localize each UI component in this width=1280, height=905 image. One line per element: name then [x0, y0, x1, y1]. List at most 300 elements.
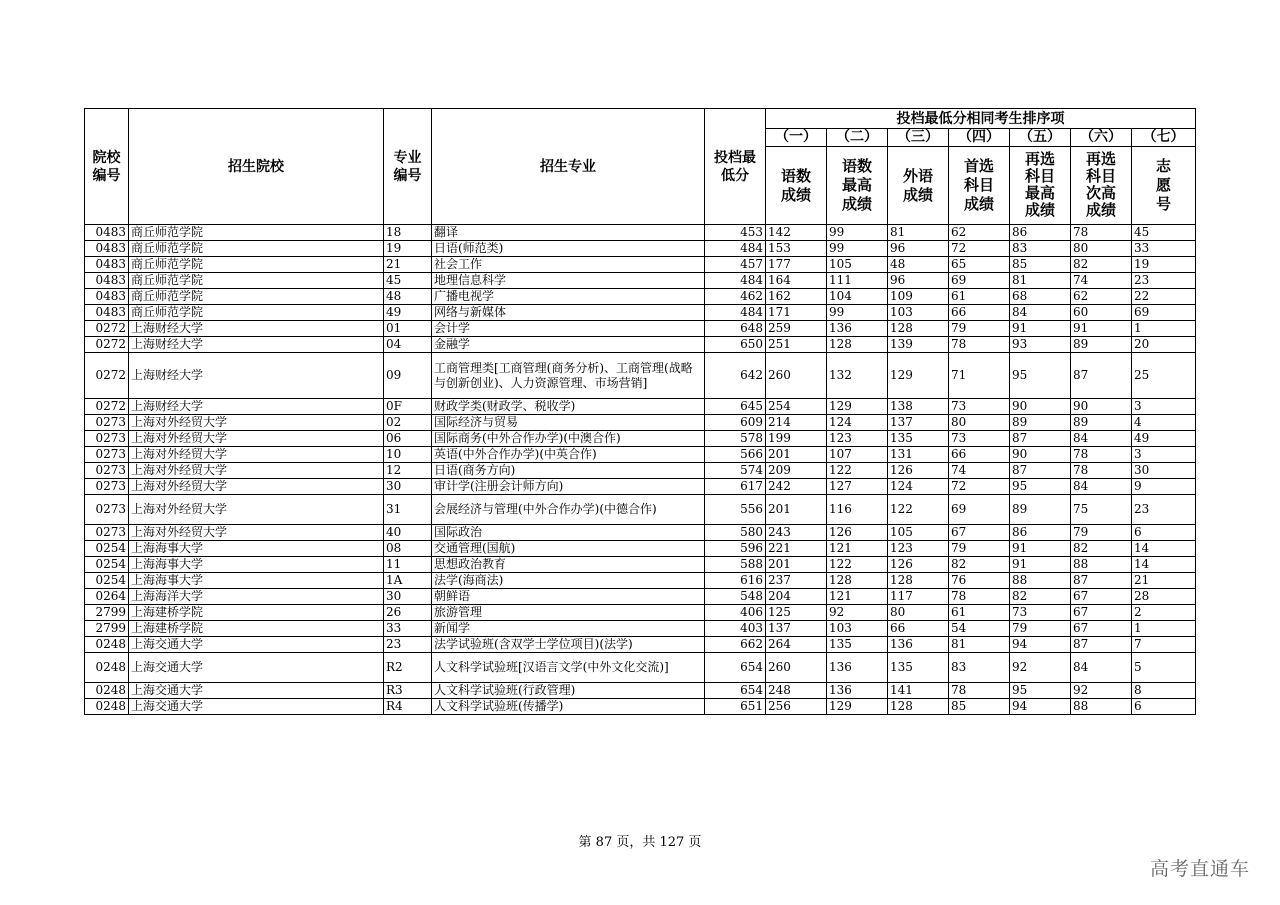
header-major: 招生专业 — [432, 109, 705, 225]
cell-order-1: 125 — [766, 605, 827, 621]
cell-school-code: 0273 — [85, 479, 129, 495]
cell-order-1: 259 — [766, 321, 827, 337]
cell-major: 金融学 — [432, 337, 705, 353]
cell-major-code: 21 — [384, 257, 432, 273]
cell-min-score: 548 — [705, 589, 766, 605]
cell-order-3: 103 — [888, 305, 949, 321]
cell-volunteer-no: 22 — [1132, 289, 1196, 305]
table-row — [85, 525, 1196, 541]
table-row — [85, 557, 1196, 573]
cell-volunteer-no: 21 — [1132, 573, 1196, 589]
header-order-5: （五） — [1010, 129, 1071, 147]
cell-order-5: 90 — [1010, 447, 1071, 463]
cell-min-score: 580 — [705, 525, 766, 541]
cell-major-code: 31 — [384, 495, 432, 525]
cell-volunteer-no: 28 — [1132, 589, 1196, 605]
cell-order-5: 89 — [1010, 415, 1071, 431]
cell-order-3: 139 — [888, 337, 949, 353]
cell-school: 上海对外经贸大学 — [129, 447, 384, 463]
cell-order-4: 82 — [949, 557, 1010, 573]
cell-order-2: 107 — [827, 447, 888, 463]
cell-order-5: 85 — [1010, 257, 1071, 273]
cell-order-4: 73 — [949, 431, 1010, 447]
cell-order-6: 78 — [1071, 447, 1132, 463]
cell-order-1: 248 — [766, 683, 827, 699]
cell-order-6: 78 — [1071, 463, 1132, 479]
cell-order-4: 78 — [949, 589, 1010, 605]
cell-major: 网络与新媒体 — [432, 305, 705, 321]
cell-school: 上海建桥学院 — [129, 621, 384, 637]
header-min-score: 投档最低分 — [705, 109, 766, 225]
cell-major: 交通管理(国航) — [432, 541, 705, 557]
cell-school: 上海对外经贸大学 — [129, 479, 384, 495]
cell-school: 上海对外经贸大学 — [129, 415, 384, 431]
cell-order-2: 99 — [827, 305, 888, 321]
cell-school: 上海交通大学 — [129, 683, 384, 699]
cell-min-score: 484 — [705, 305, 766, 321]
cell-order-1: 260 — [766, 653, 827, 683]
cell-order-1: 137 — [766, 621, 827, 637]
cell-order-6: 89 — [1071, 415, 1132, 431]
table-row — [85, 305, 1196, 321]
cell-order-2: 121 — [827, 589, 888, 605]
cell-order-1: 254 — [766, 399, 827, 415]
cell-min-score: 662 — [705, 637, 766, 653]
cell-school: 商丘师范学院 — [129, 241, 384, 257]
cell-order-6: 87 — [1071, 573, 1132, 589]
cell-school: 上海对外经贸大学 — [129, 525, 384, 541]
cell-order-3: 128 — [888, 699, 949, 715]
cell-school: 上海对外经贸大学 — [129, 463, 384, 479]
cell-order-6: 62 — [1071, 289, 1132, 305]
cell-min-score: 453 — [705, 225, 766, 241]
table-row — [85, 241, 1196, 257]
table-row — [85, 415, 1196, 431]
cell-major-code: 30 — [384, 589, 432, 605]
cell-order-6: 88 — [1071, 699, 1132, 715]
cell-volunteer-no: 19 — [1132, 257, 1196, 273]
cell-order-3: 126 — [888, 557, 949, 573]
cell-order-1: 209 — [766, 463, 827, 479]
cell-volunteer-no: 14 — [1132, 541, 1196, 557]
cell-major: 会计学 — [432, 321, 705, 337]
header-order-1: （一） — [766, 129, 827, 147]
cell-order-3: 117 — [888, 589, 949, 605]
cell-order-4: 71 — [949, 353, 1010, 399]
table-row — [85, 479, 1196, 495]
cell-order-5: 86 — [1010, 225, 1071, 241]
cell-major: 人文科学试验班(行政管理) — [432, 683, 705, 699]
cell-school: 上海对外经贸大学 — [129, 431, 384, 447]
cell-min-score: 556 — [705, 495, 766, 525]
cell-school-code: 0272 — [85, 321, 129, 337]
cell-order-6: 67 — [1071, 621, 1132, 637]
cell-order-1: 242 — [766, 479, 827, 495]
cell-order-2: 123 — [827, 431, 888, 447]
cell-order-4: 66 — [949, 447, 1010, 463]
cell-school: 上海财经大学 — [129, 399, 384, 415]
cell-school-code: 0272 — [85, 337, 129, 353]
cell-major-code: 02 — [384, 415, 432, 431]
cell-order-3: 109 — [888, 289, 949, 305]
cell-order-1: 256 — [766, 699, 827, 715]
cell-school-code: 0483 — [85, 305, 129, 321]
cell-school-code: 2799 — [85, 621, 129, 637]
cell-major-code: 11 — [384, 557, 432, 573]
header-order-3: （三） — [888, 129, 949, 147]
cell-order-2: 129 — [827, 699, 888, 715]
table-row — [85, 573, 1196, 589]
cell-school: 商丘师范学院 — [129, 289, 384, 305]
cell-order-4: 74 — [949, 463, 1010, 479]
cell-order-6: 87 — [1071, 353, 1132, 399]
cell-major-code: 23 — [384, 637, 432, 653]
cell-order-4: 85 — [949, 699, 1010, 715]
table-row — [85, 353, 1196, 399]
cell-order-1: 214 — [766, 415, 827, 431]
cell-order-3: 96 — [888, 273, 949, 289]
table-row — [85, 321, 1196, 337]
cell-major-code: R4 — [384, 699, 432, 715]
cell-order-6: 84 — [1071, 653, 1132, 683]
cell-school: 商丘师范学院 — [129, 257, 384, 273]
table-row — [85, 699, 1196, 715]
cell-major: 财政学类(财政学、税收学) — [432, 399, 705, 415]
cell-volunteer-no: 20 — [1132, 337, 1196, 353]
cell-order-2: 127 — [827, 479, 888, 495]
header-sub-4: 首选科目成绩 — [949, 147, 1010, 225]
cell-order-2: 105 — [827, 257, 888, 273]
cell-order-6: 91 — [1071, 321, 1132, 337]
cell-order-2: 99 — [827, 241, 888, 257]
cell-order-6: 88 — [1071, 557, 1132, 573]
table-row — [85, 463, 1196, 479]
cell-major: 日语(师范类) — [432, 241, 705, 257]
cell-order-5: 88 — [1010, 573, 1071, 589]
cell-school-code: 0483 — [85, 257, 129, 273]
cell-order-1: 221 — [766, 541, 827, 557]
cell-order-2: 92 — [827, 605, 888, 621]
cell-school-code: 0272 — [85, 353, 129, 399]
cell-school-code: 0483 — [85, 289, 129, 305]
cell-school-code: 0273 — [85, 431, 129, 447]
cell-major-code: 10 — [384, 447, 432, 463]
cell-min-score: 616 — [705, 573, 766, 589]
cell-major: 工商管理类[工商管理(商务分析)、工商管理(战略与创新创业)、人力资源管理、市场营销] — [432, 353, 705, 399]
cell-school: 上海财经大学 — [129, 321, 384, 337]
cell-order-5: 91 — [1010, 557, 1071, 573]
cell-min-score: 654 — [705, 653, 766, 683]
cell-volunteer-no: 23 — [1132, 273, 1196, 289]
cell-major-code: 06 — [384, 431, 432, 447]
cell-order-6: 84 — [1071, 431, 1132, 447]
cell-order-6: 89 — [1071, 337, 1132, 353]
cell-major: 国际经济与贸易 — [432, 415, 705, 431]
cell-order-6: 75 — [1071, 495, 1132, 525]
cell-order-3: 81 — [888, 225, 949, 241]
cell-major: 国际政治 — [432, 525, 705, 541]
cell-order-3: 128 — [888, 573, 949, 589]
cell-volunteer-no: 3 — [1132, 399, 1196, 415]
cell-school-code: 0483 — [85, 225, 129, 241]
cell-order-5: 82 — [1010, 589, 1071, 605]
cell-min-score: 406 — [705, 605, 766, 621]
cell-school: 上海海事大学 — [129, 541, 384, 557]
cell-order-4: 73 — [949, 399, 1010, 415]
cell-major: 法学(海商法) — [432, 573, 705, 589]
cell-school: 上海对外经贸大学 — [129, 495, 384, 525]
cell-order-3: 135 — [888, 653, 949, 683]
cell-order-6: 82 — [1071, 541, 1132, 557]
cell-order-5: 89 — [1010, 495, 1071, 525]
cell-school-code: 0273 — [85, 495, 129, 525]
cell-school-code: 0272 — [85, 399, 129, 415]
cell-order-3: 105 — [888, 525, 949, 541]
cell-school: 上海海洋大学 — [129, 589, 384, 605]
cell-school-code: 0254 — [85, 573, 129, 589]
cell-order-2: 132 — [827, 353, 888, 399]
table-row — [85, 447, 1196, 463]
cell-school-code: 0254 — [85, 541, 129, 557]
cell-order-4: 65 — [949, 257, 1010, 273]
cell-order-5: 93 — [1010, 337, 1071, 353]
cell-order-6: 82 — [1071, 257, 1132, 273]
cell-order-3: 126 — [888, 463, 949, 479]
cell-school-code: 0273 — [85, 447, 129, 463]
cell-order-2: 135 — [827, 637, 888, 653]
cell-order-6: 74 — [1071, 273, 1132, 289]
cell-order-1: 201 — [766, 495, 827, 525]
cell-order-2: 126 — [827, 525, 888, 541]
cell-order-1: 251 — [766, 337, 827, 353]
header-tie-group: 投档最低分相同考生排序项 — [766, 109, 1196, 129]
cell-order-3: 80 — [888, 605, 949, 621]
table-row — [85, 637, 1196, 653]
cell-order-5: 84 — [1010, 305, 1071, 321]
page-number: 第 87 页，共 127 页 — [578, 835, 702, 850]
cell-order-4: 54 — [949, 621, 1010, 637]
table-row — [85, 621, 1196, 637]
cell-order-5: 95 — [1010, 353, 1071, 399]
cell-order-3: 48 — [888, 257, 949, 273]
cell-order-6: 92 — [1071, 683, 1132, 699]
cell-order-4: 81 — [949, 637, 1010, 653]
cell-order-4: 79 — [949, 541, 1010, 557]
cell-order-5: 91 — [1010, 321, 1071, 337]
cell-order-5: 95 — [1010, 683, 1071, 699]
cell-order-2: 129 — [827, 399, 888, 415]
cell-order-3: 135 — [888, 431, 949, 447]
cell-major: 新闻学 — [432, 621, 705, 637]
watermark: 高考直通车 — [1149, 858, 1250, 880]
cell-order-1: 260 — [766, 353, 827, 399]
cell-order-4: 78 — [949, 683, 1010, 699]
cell-volunteer-no: 7 — [1132, 637, 1196, 653]
cell-order-5: 90 — [1010, 399, 1071, 415]
cell-min-score: 462 — [705, 289, 766, 305]
cell-order-2: 121 — [827, 541, 888, 557]
cell-school-code: 0248 — [85, 699, 129, 715]
cell-order-2: 116 — [827, 495, 888, 525]
cell-major-code: 08 — [384, 541, 432, 557]
table-row — [85, 225, 1196, 241]
table-row — [85, 273, 1196, 289]
cell-volunteer-no: 45 — [1132, 225, 1196, 241]
cell-volunteer-no: 33 — [1132, 241, 1196, 257]
cell-order-4: 61 — [949, 605, 1010, 621]
cell-order-5: 79 — [1010, 621, 1071, 637]
cell-school: 上海交通大学 — [129, 637, 384, 653]
cell-order-4: 76 — [949, 573, 1010, 589]
header-sub-1: 语数成绩 — [766, 147, 827, 225]
cell-min-score: 588 — [705, 557, 766, 573]
table-row — [85, 683, 1196, 699]
cell-volunteer-no: 8 — [1132, 683, 1196, 699]
cell-major-code: 19 — [384, 241, 432, 257]
table-row — [85, 289, 1196, 305]
table-row — [85, 541, 1196, 557]
cell-order-5: 91 — [1010, 541, 1071, 557]
admission-score-table — [84, 108, 1196, 715]
cell-volunteer-no: 14 — [1132, 557, 1196, 573]
table-row — [85, 257, 1196, 273]
cell-order-4: 66 — [949, 305, 1010, 321]
cell-order-4: 79 — [949, 321, 1010, 337]
cell-volunteer-no: 2 — [1132, 605, 1196, 621]
cell-volunteer-no: 6 — [1132, 699, 1196, 715]
cell-major-code: 12 — [384, 463, 432, 479]
cell-school: 上海财经大学 — [129, 337, 384, 353]
cell-order-1: 177 — [766, 257, 827, 273]
cell-school: 上海海事大学 — [129, 557, 384, 573]
cell-school-code: 0483 — [85, 241, 129, 257]
cell-min-score: 609 — [705, 415, 766, 431]
cell-order-1: 201 — [766, 557, 827, 573]
cell-volunteer-no: 69 — [1132, 305, 1196, 321]
header-school: 招生院校 — [129, 109, 384, 225]
cell-major: 翻译 — [432, 225, 705, 241]
cell-order-6: 80 — [1071, 241, 1132, 257]
cell-major-code: 18 — [384, 225, 432, 241]
cell-order-1: 264 — [766, 637, 827, 653]
cell-school: 上海建桥学院 — [129, 605, 384, 621]
cell-order-3: 141 — [888, 683, 949, 699]
cell-min-score: 648 — [705, 321, 766, 337]
cell-major: 思想政治教育 — [432, 557, 705, 573]
cell-major: 审计学(注册会计师方向) — [432, 479, 705, 495]
cell-min-score: 596 — [705, 541, 766, 557]
cell-school-code: 0273 — [85, 415, 129, 431]
cell-order-3: 124 — [888, 479, 949, 495]
cell-order-3: 136 — [888, 637, 949, 653]
cell-major: 法学试验班(含双学士学位项目)(法学) — [432, 637, 705, 653]
table-row — [85, 495, 1196, 525]
cell-order-2: 136 — [827, 653, 888, 683]
cell-order-1: 164 — [766, 273, 827, 289]
cell-order-2: 128 — [827, 573, 888, 589]
table-row — [85, 605, 1196, 621]
cell-order-4: 61 — [949, 289, 1010, 305]
header-order-2: （二） — [827, 129, 888, 147]
cell-school-code: 2799 — [85, 605, 129, 621]
cell-min-score: 578 — [705, 431, 766, 447]
cell-order-2: 103 — [827, 621, 888, 637]
cell-order-4: 69 — [949, 273, 1010, 289]
cell-min-score: 642 — [705, 353, 766, 399]
cell-major-code: 01 — [384, 321, 432, 337]
cell-order-1: 142 — [766, 225, 827, 241]
cell-school-code: 0248 — [85, 637, 129, 653]
cell-order-6: 67 — [1071, 589, 1132, 605]
cell-major: 国际商务(中外合作办学)(中澳合作) — [432, 431, 705, 447]
cell-major-code: 26 — [384, 605, 432, 621]
cell-order-2: 99 — [827, 225, 888, 241]
header-school-code: 院校编号 — [85, 109, 129, 225]
cell-order-4: 83 — [949, 653, 1010, 683]
table-row — [85, 399, 1196, 415]
cell-min-score: 617 — [705, 479, 766, 495]
cell-order-5: 68 — [1010, 289, 1071, 305]
cell-order-5: 94 — [1010, 699, 1071, 715]
cell-major-code: 04 — [384, 337, 432, 353]
cell-order-3: 138 — [888, 399, 949, 415]
cell-order-1: 243 — [766, 525, 827, 541]
cell-order-2: 111 — [827, 273, 888, 289]
cell-volunteer-no: 3 — [1132, 447, 1196, 463]
cell-order-2: 128 — [827, 337, 888, 353]
cell-school: 上海交通大学 — [129, 699, 384, 715]
header-order-4: （四） — [949, 129, 1010, 147]
cell-min-score: 457 — [705, 257, 766, 273]
cell-major: 英语(中外合作办学)(中英合作) — [432, 447, 705, 463]
cell-volunteer-no: 25 — [1132, 353, 1196, 399]
cell-school-code: 0273 — [85, 525, 129, 541]
cell-order-3: 96 — [888, 241, 949, 257]
cell-school-code: 0273 — [85, 463, 129, 479]
cell-volunteer-no: 4 — [1132, 415, 1196, 431]
cell-order-4: 72 — [949, 241, 1010, 257]
cell-order-1: 199 — [766, 431, 827, 447]
cell-order-1: 162 — [766, 289, 827, 305]
cell-order-5: 94 — [1010, 637, 1071, 653]
cell-min-score: 654 — [705, 683, 766, 699]
cell-order-5: 87 — [1010, 463, 1071, 479]
cell-school: 上海海事大学 — [129, 573, 384, 589]
cell-order-3: 131 — [888, 447, 949, 463]
cell-order-3: 123 — [888, 541, 949, 557]
cell-order-2: 122 — [827, 557, 888, 573]
cell-volunteer-no: 1 — [1132, 321, 1196, 337]
cell-min-score: 484 — [705, 241, 766, 257]
table-row — [85, 337, 1196, 353]
cell-order-3: 122 — [888, 495, 949, 525]
table-row — [85, 431, 1196, 447]
cell-order-2: 136 — [827, 683, 888, 699]
cell-order-6: 87 — [1071, 637, 1132, 653]
table-row — [85, 589, 1196, 605]
cell-order-4: 80 — [949, 415, 1010, 431]
cell-major-code: R3 — [384, 683, 432, 699]
table-row — [85, 653, 1196, 683]
cell-order-3: 66 — [888, 621, 949, 637]
header-sub-7: 志愿号 — [1132, 147, 1196, 225]
cell-order-6: 84 — [1071, 479, 1132, 495]
header-sub-3: 外语成绩 — [888, 147, 949, 225]
cell-major: 人文科学试验班[汉语言文学(中外文化交流)] — [432, 653, 705, 683]
cell-order-5: 95 — [1010, 479, 1071, 495]
cell-order-5: 92 — [1010, 653, 1071, 683]
cell-order-4: 69 — [949, 495, 1010, 525]
